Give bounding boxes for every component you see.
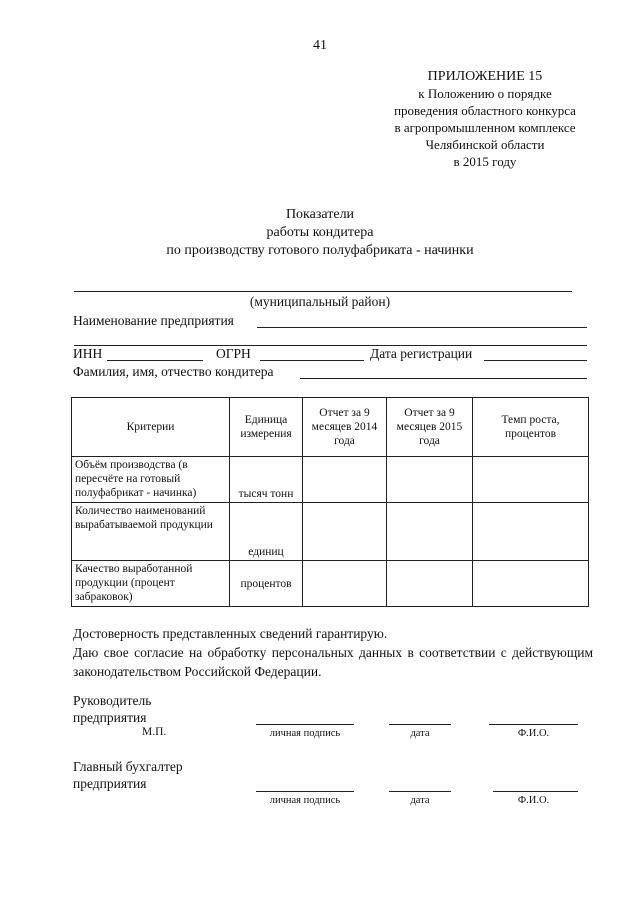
date-caption: дата — [410, 728, 430, 739]
head-label: Руководитель — [73, 693, 152, 708]
accountant-signature-line[interactable] — [256, 791, 354, 792]
reg-date-label: Дата регистрации — [370, 346, 473, 361]
growth-cell[interactable] — [473, 561, 589, 607]
header-report-2015: Отчет за 9 месяцев 2015 года — [387, 398, 473, 457]
criterion-cell: Качество выработанной продукции (процент забраковок) — [72, 561, 230, 607]
inn-label: ИНН — [73, 346, 103, 361]
appendix-line: Челябинской области — [425, 137, 545, 152]
ogrn-field-line[interactable] — [260, 360, 364, 361]
value-cell-2014[interactable] — [303, 561, 387, 607]
ogrn-label: ОГРН — [216, 346, 251, 361]
unit-cell: единиц — [230, 503, 303, 561]
header-criteria: Критерии — [72, 398, 230, 457]
table-row — [72, 561, 589, 607]
accountant-fio-line[interactable] — [493, 791, 578, 792]
unit-cell: тысяч тонн — [230, 457, 303, 503]
head-fio-line[interactable] — [489, 724, 578, 725]
table-row — [72, 457, 589, 503]
value-cell-2014[interactable] — [303, 503, 387, 561]
accountant-label: Главный бухгалтер — [73, 759, 183, 774]
growth-cell[interactable] — [473, 503, 589, 561]
stamp-label: М.П. — [142, 726, 167, 738]
reg-date-field-line[interactable] — [484, 360, 587, 361]
criterion-cell: Количество наименований вырабатываемой продукции — [72, 503, 230, 561]
header-unit: Единица измерения — [230, 398, 303, 457]
title-line: Показатели — [285, 207, 355, 222]
district-caption: (муниципальный район) — [249, 294, 391, 309]
appendix-title: ПРИЛОЖЕНИЕ 15 — [427, 69, 543, 84]
page-number: 41 — [313, 38, 327, 53]
value-cell-2015[interactable] — [387, 457, 473, 503]
table-row — [72, 503, 589, 561]
consent-statement: Даю свое согласие на обработку персональных данных в соответствии с действующим законодательством Российской Федерации. — [73, 645, 593, 679]
fio-caption: Ф.И.О. — [517, 795, 550, 806]
criteria-table — [71, 397, 589, 607]
value-cell-2014[interactable] — [303, 457, 387, 503]
appendix-line: к Положению о порядке — [418, 86, 552, 101]
fio-caption: Ф.И.О. — [517, 728, 550, 739]
accountant-date-line[interactable] — [389, 791, 451, 792]
head-signature-line[interactable] — [256, 724, 354, 725]
inn-field-line[interactable] — [107, 360, 203, 361]
accountant-label-2: предприятия — [73, 776, 147, 791]
enterprise-label: Наименование предприятия — [73, 313, 234, 328]
head-date-line[interactable] — [389, 724, 451, 725]
document-title — [0, 206, 640, 260]
appendix-header — [330, 68, 640, 170]
growth-cell[interactable] — [473, 457, 589, 503]
table-header-row — [72, 398, 589, 457]
signature-caption: личная подпись — [269, 795, 341, 806]
header-report-2014: Отчет за 9 месяцев 2014 года — [303, 398, 387, 457]
value-cell-2015[interactable] — [387, 503, 473, 561]
appendix-line: в агропромышленном комплексе — [394, 120, 576, 135]
enterprise-field-line[interactable] — [257, 327, 587, 328]
fio-field-line[interactable] — [300, 378, 587, 379]
unit-cell: процентов — [230, 561, 303, 607]
enterprise-field-line-2[interactable] — [74, 345, 587, 346]
criterion-cell: Объём производства (в пересчёте на готовый полуфабрикат - начинка) — [72, 457, 230, 503]
title-line: работы кондитера — [266, 225, 374, 240]
header-growth-rate: Темп роста, процентов — [473, 398, 589, 457]
head-label-2: предприятия — [73, 710, 147, 725]
guarantee-statement: Достоверность представленных сведений гарантирую. — [73, 626, 388, 641]
appendix-line: проведения областного конкурса — [394, 103, 576, 118]
value-cell-2015[interactable] — [387, 561, 473, 607]
date-caption: дата — [410, 795, 430, 806]
appendix-line: в 2015 году — [453, 154, 517, 169]
title-line: по производству готового полуфабриката - начинки — [166, 243, 474, 258]
signature-caption: личная подпись — [269, 728, 341, 739]
district-field-line[interactable] — [74, 291, 572, 292]
fio-label: Фамилия, имя, отчество кондитера — [73, 364, 274, 379]
